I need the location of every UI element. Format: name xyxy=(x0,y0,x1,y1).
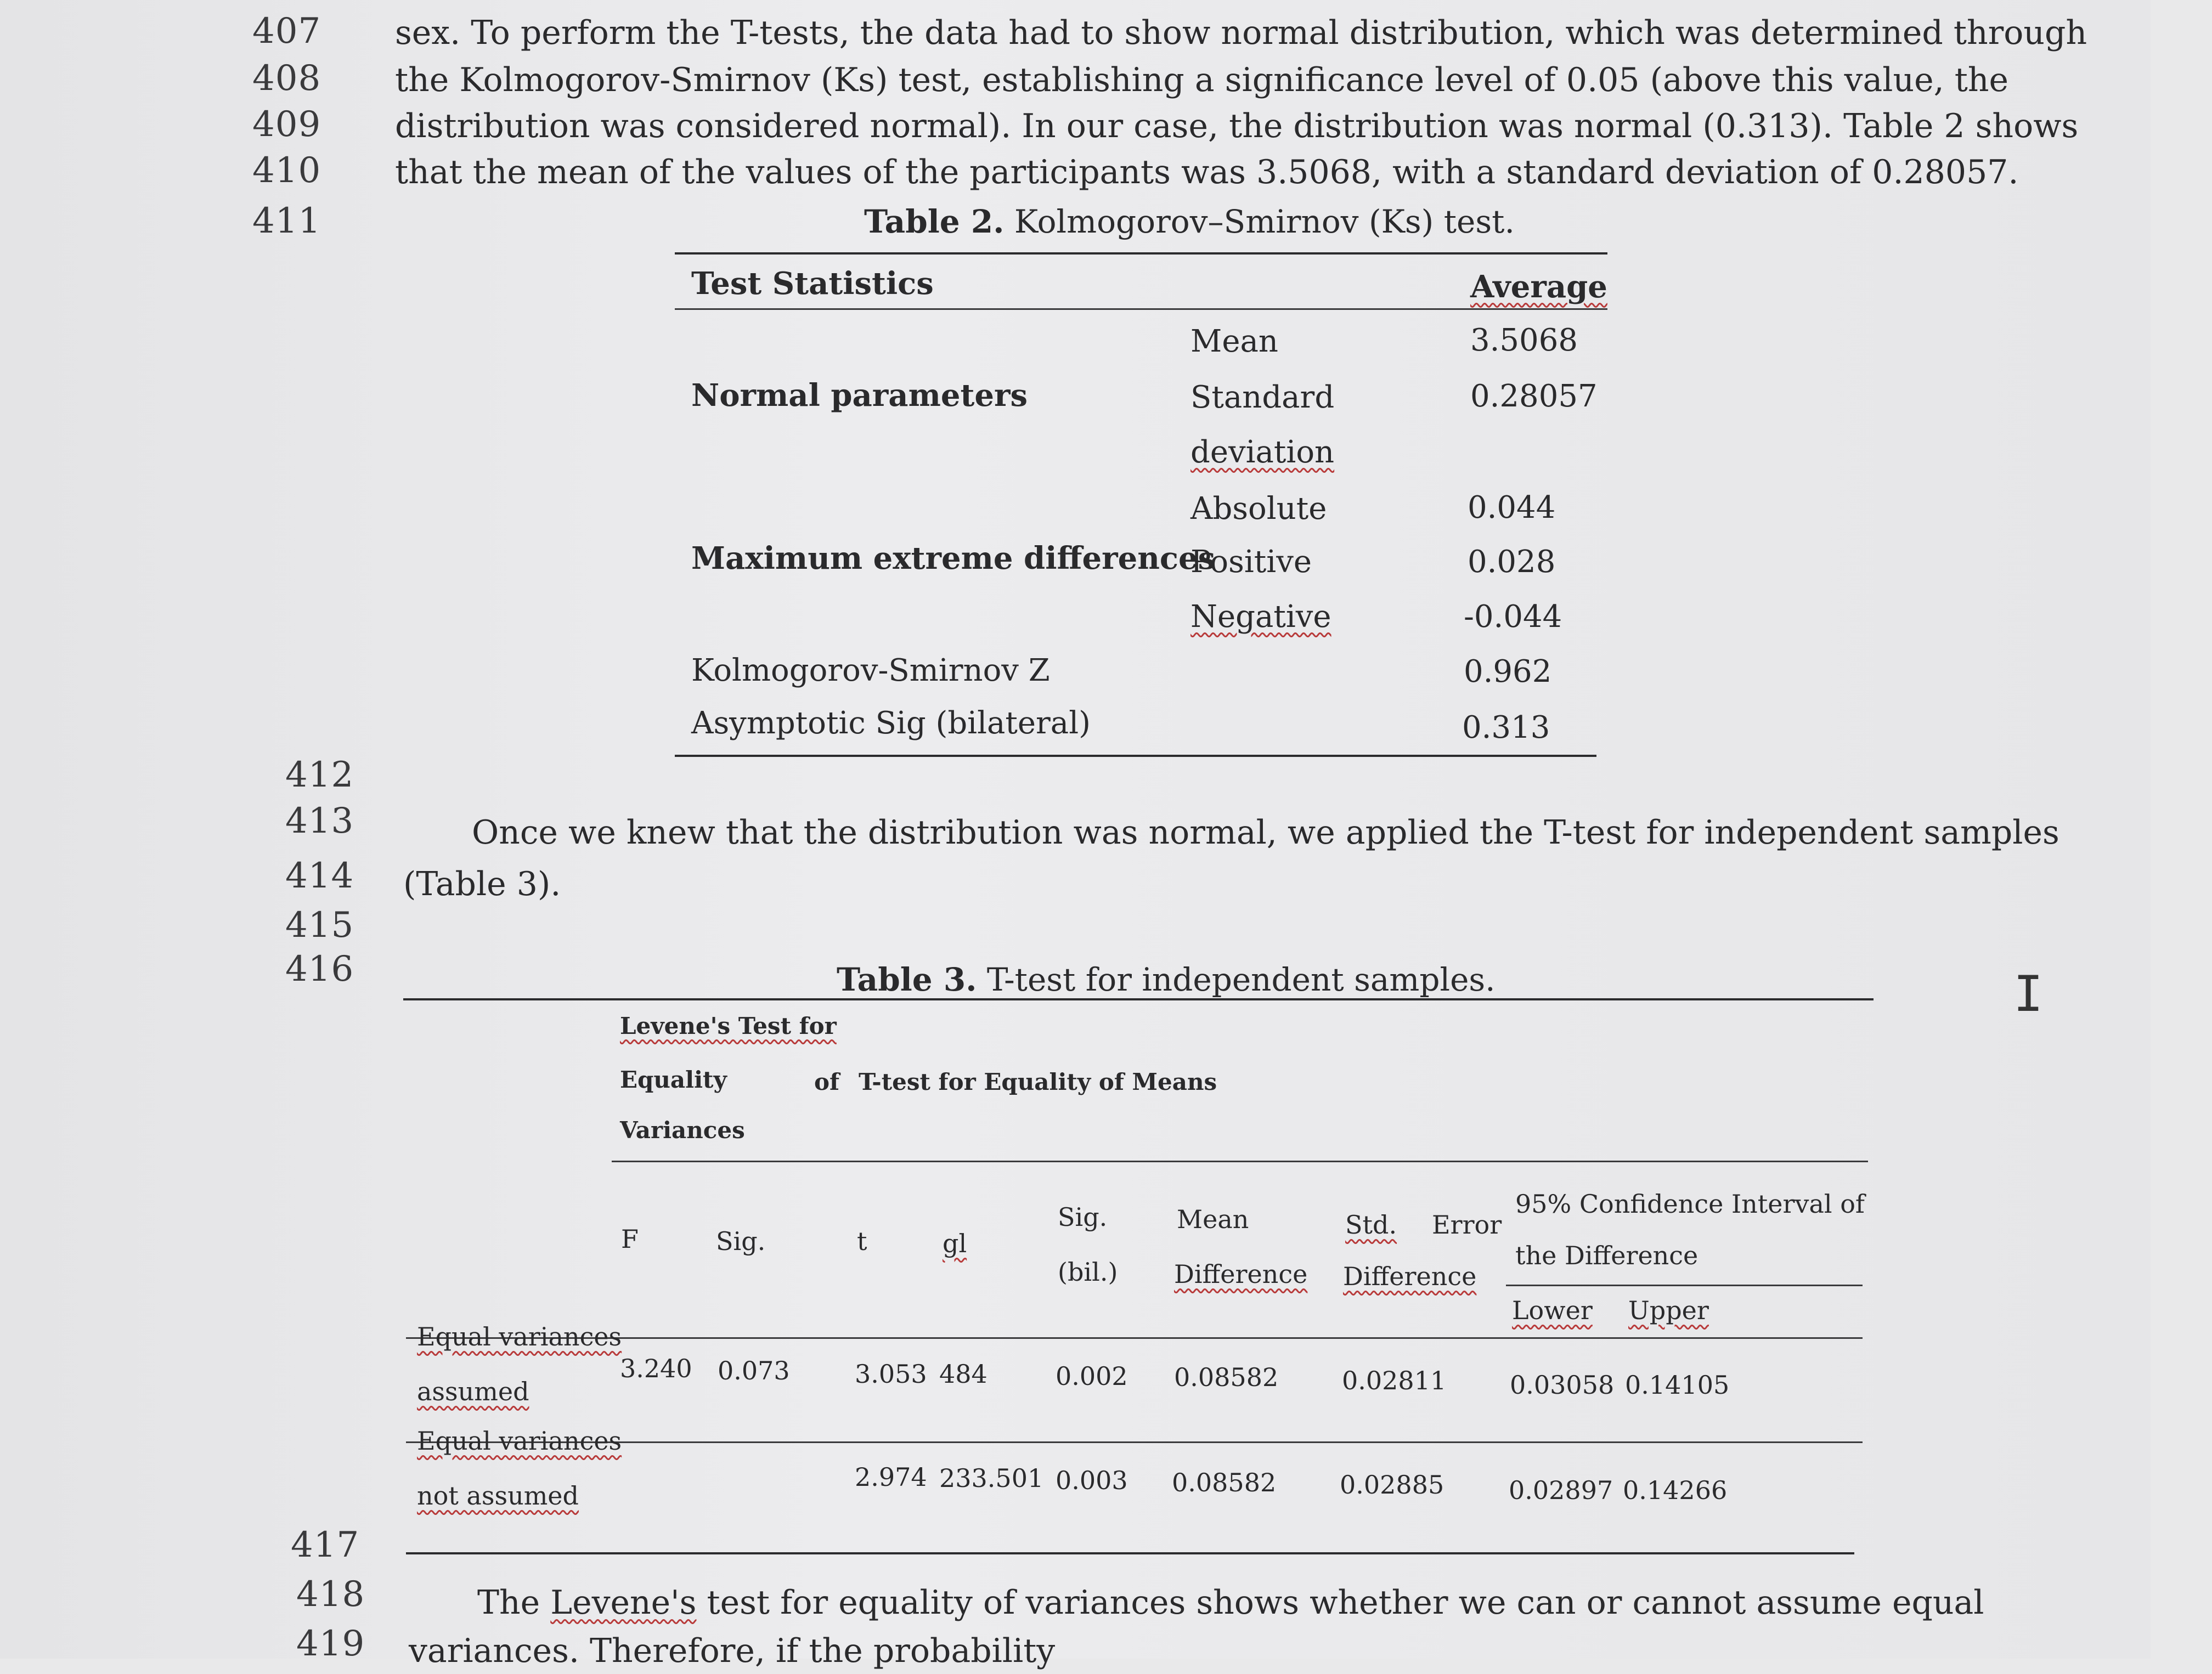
row-2-label: Equal variances xyxy=(417,1426,622,1456)
levene-header-equality: Equality xyxy=(620,1066,727,1093)
line-number: 410 xyxy=(252,150,321,191)
table-3-caption: Table 3. T-test for independent samples. xyxy=(837,961,1496,998)
col-t-header: t xyxy=(857,1226,867,1256)
body-text-line: sex. To perform the T-tests, the data had to show normal distribution, which was determined through xyxy=(395,14,2087,52)
body-text-line: that the mean of the values of the participants was 3.5068, with a standard deviation of 0.28057. xyxy=(395,153,2019,191)
col-mean-header: Mean xyxy=(1177,1204,1249,1234)
row-1-mean-diff: 0.08582 xyxy=(1174,1362,1279,1392)
row-1-gl: 484 xyxy=(939,1359,988,1389)
table-2-header-rule xyxy=(675,308,1607,310)
asymptotic-sig-label: Asymptotic Sig (bilateral) xyxy=(691,705,1091,741)
line-number: 415 xyxy=(285,905,354,946)
positive-label: Positive xyxy=(1190,544,1312,580)
row-2-lower: 0.02897 xyxy=(1509,1475,1613,1505)
table-2-top-rule xyxy=(675,252,1607,255)
normal-parameters-label: Normal parameters xyxy=(691,377,1028,414)
table-3-group-rule xyxy=(612,1161,1868,1162)
mean-label: Mean xyxy=(1190,324,1278,359)
absolute-label: Absolute xyxy=(1190,491,1327,527)
table-2-header-left: Test Statistics xyxy=(691,265,934,302)
line-number: 412 xyxy=(285,755,354,795)
body-text-line: the Kolmogorov-Smirnov (Ks) test, establishing a significance level of 0.05 (above this value, the xyxy=(395,61,2008,99)
col-std-header-2: Difference xyxy=(1343,1262,1477,1291)
row-2-t: 2.974 xyxy=(855,1462,927,1492)
negative-value: -0.044 xyxy=(1464,599,1562,635)
row-1-upper: 0.14105 xyxy=(1625,1370,1730,1400)
col-upper-header: Upper xyxy=(1628,1296,1709,1325)
row-2-label-2: not assumed xyxy=(417,1481,579,1511)
ks-z-label: Kolmogorov-Smirnov Z xyxy=(691,653,1050,688)
max-differences-label: Maximum extreme differences xyxy=(691,540,1216,576)
table-3-top-rule xyxy=(403,998,1874,1000)
col-sigbil-header: Sig. xyxy=(1058,1202,1108,1232)
col-mean-header-2: Difference xyxy=(1174,1259,1308,1289)
row-1-label-2: assumed xyxy=(417,1377,529,1406)
mean-value: 3.5068 xyxy=(1470,323,1578,358)
table-3-header-rule xyxy=(406,1337,1863,1339)
col-std-header-error: Error xyxy=(1432,1210,1502,1240)
positive-value: 0.028 xyxy=(1468,544,1556,580)
table-2-bottom-rule xyxy=(675,755,1596,757)
body-text-line: Once we knew that the distribution was normal, we applied the T-test for independent samples xyxy=(472,813,2059,852)
text-cursor-icon: I xyxy=(2013,965,2044,1023)
col-f-header: F xyxy=(621,1224,639,1254)
row-1-std-error: 0.02811 xyxy=(1342,1366,1447,1395)
row-2-std-error: 0.02885 xyxy=(1340,1470,1444,1500)
col-ci-header-2: the Difference xyxy=(1515,1241,1699,1270)
col-std-header: Std. xyxy=(1345,1210,1397,1240)
sd-label: Standard xyxy=(1190,380,1335,415)
levene-header-of: of xyxy=(814,1068,840,1095)
row-1-t: 3.053 xyxy=(855,1359,927,1389)
line-number: 416 xyxy=(285,949,354,989)
table-3-row-rule xyxy=(406,1441,1863,1443)
levene-header: Levene's Test for xyxy=(620,1013,837,1039)
line-number: 419 xyxy=(296,1624,365,1664)
table-2-caption: Table 2. Kolmogorov–Smirnov (Ks) test. xyxy=(864,203,1515,240)
table-2-header-right: Average xyxy=(1470,269,1607,305)
table-3-ci-rule xyxy=(1506,1285,1863,1286)
body-text-line: (Table 3). xyxy=(403,865,561,903)
line-number: 414 xyxy=(285,856,354,896)
line-number: 418 xyxy=(296,1574,365,1615)
row-1-sigbil: 0.002 xyxy=(1056,1361,1128,1391)
body-text-line: distribution was considered normal). In our case, the distribution was normal (0.313). Table 2 shows xyxy=(395,107,2079,145)
col-sigbil-header-2: (bil.) xyxy=(1058,1257,1118,1287)
negative-label: Negative xyxy=(1190,599,1331,635)
line-number: 409 xyxy=(252,104,321,145)
ks-z-value: 0.962 xyxy=(1464,654,1552,689)
ttest-header: T-test for Equality of Means xyxy=(859,1068,1217,1095)
row-1-f: 3.240 xyxy=(620,1354,692,1383)
levene-header-variances: Variances xyxy=(620,1117,745,1144)
col-ci-header: 95% Confidence Interval of xyxy=(1515,1189,1865,1219)
col-lower-header: Lower xyxy=(1512,1296,1593,1325)
row-2-sigbil: 0.003 xyxy=(1056,1466,1128,1495)
line-number: 408 xyxy=(252,58,321,99)
absolute-value: 0.044 xyxy=(1468,490,1556,525)
body-text-line: variances. Therefore, if the probability xyxy=(409,1632,1056,1670)
line-number: 411 xyxy=(252,201,321,241)
asymptotic-sig-value: 0.313 xyxy=(1462,710,1550,745)
row-1-label: Equal variances xyxy=(417,1322,622,1351)
row-2-gl: 233.501 xyxy=(939,1463,1044,1493)
line-number: 413 xyxy=(285,801,354,841)
row-1-lower: 0.03058 xyxy=(1510,1370,1615,1400)
body-text-line: The Levene's test for equality of variances shows whether we can or cannot assume equal xyxy=(477,1583,1984,1622)
col-gl-header: gl xyxy=(943,1229,967,1258)
table-3-bottom-rule xyxy=(406,1552,1854,1554)
row-1-sig: 0.073 xyxy=(718,1356,790,1385)
sd-label-line-2: deviation xyxy=(1190,434,1335,470)
sd-value: 0.28057 xyxy=(1470,378,1598,414)
col-sig-header: Sig. xyxy=(716,1226,766,1256)
line-number: 407 xyxy=(252,11,321,52)
row-2-mean-diff: 0.08582 xyxy=(1172,1468,1277,1497)
line-number: 417 xyxy=(291,1525,360,1565)
row-2-upper: 0.14266 xyxy=(1623,1475,1728,1505)
